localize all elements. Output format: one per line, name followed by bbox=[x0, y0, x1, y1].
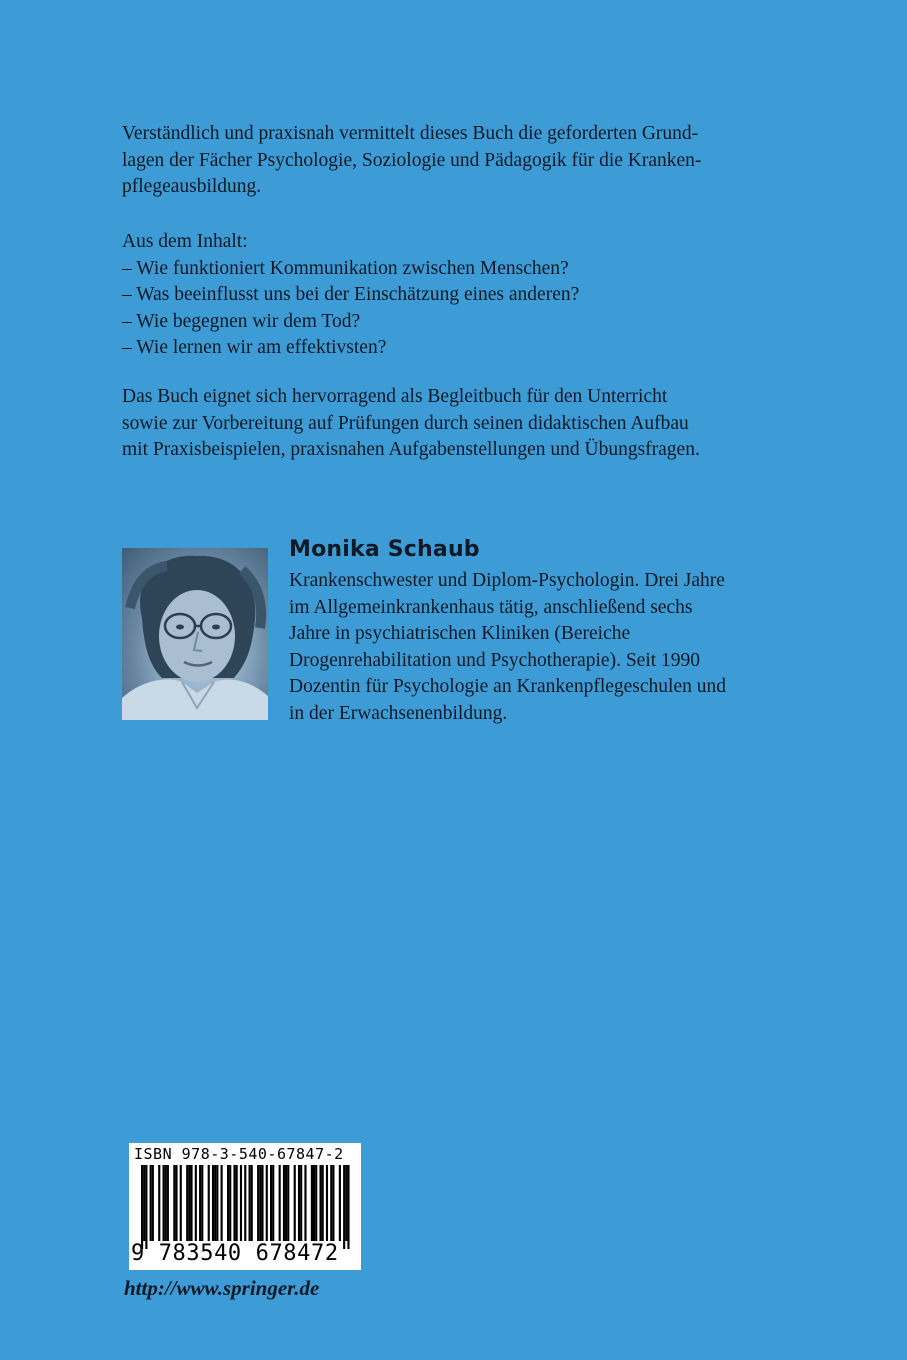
author-bio-line: im Allgemeinkrankenhaus tätig, anschließend sechs bbox=[289, 596, 693, 618]
isbn-label: ISBN 978-3-540-67847-2 bbox=[134, 1145, 344, 1163]
usage-line: sowie zur Vorbereitung auf Prüfungen durch seinen didaktischen Aufbau bbox=[122, 412, 689, 434]
usage-line: Das Buch eignet sich hervorragend als Begleitbuch für den Unterricht bbox=[122, 386, 668, 407]
usage-paragraph bbox=[122, 384, 782, 464]
author-bio-line: Dozentin für Psychologie an Krankenpflegeschulen und bbox=[289, 676, 726, 697]
contents-section bbox=[122, 229, 782, 362]
contents-item: – Wie funktioniert Kommunikation zwischen Menschen? bbox=[122, 257, 569, 279]
contents-heading: Aus dem Inhalt: bbox=[122, 231, 248, 252]
author-bio-line: in der Erwachsenenbildung. bbox=[289, 702, 508, 724]
author-bio bbox=[289, 568, 789, 727]
author-bio-line: Drogenrehabilitation und Psychotherapie). Seit 1990 bbox=[289, 649, 701, 671]
intro-line: Verständlich und praxisnah vermittelt dieses Buch die geforderten Grund- bbox=[122, 123, 699, 144]
contents-item: – Was beeinflusst uns bei der Einschätzung eines anderen? bbox=[122, 284, 580, 305]
author-bio-line: Krankenschwester und Diplom-Psychologin. Drei Jahre bbox=[289, 570, 725, 591]
contents-item: – Wie lernen wir am effektivsten? bbox=[122, 337, 387, 358]
author-name: Monika Schaub bbox=[289, 537, 480, 562]
intro-line: pflegeausbildung. bbox=[122, 176, 262, 197]
intro-paragraph bbox=[122, 121, 782, 201]
publisher-url-link[interactable]: http://www.springer.de bbox=[124, 1276, 320, 1300]
intro-line: lagen der Fächer Psychologie, Soziologie und Pädagogik für die Kranken- bbox=[122, 149, 702, 171]
isbn-barcode bbox=[129, 1143, 361, 1270]
author-photo bbox=[122, 548, 268, 720]
barcode-digits: 9 783540 678472 bbox=[131, 1241, 339, 1266]
usage-line: mit Praxisbeispielen, praxisnahen Aufgabenstellungen und Übungsfragen. bbox=[122, 439, 700, 460]
author-bio-line: Jahre in psychiatrischen Kliniken (Bereiche bbox=[289, 623, 631, 644]
contents-item: – Wie begegnen wir dem Tod? bbox=[122, 310, 361, 332]
